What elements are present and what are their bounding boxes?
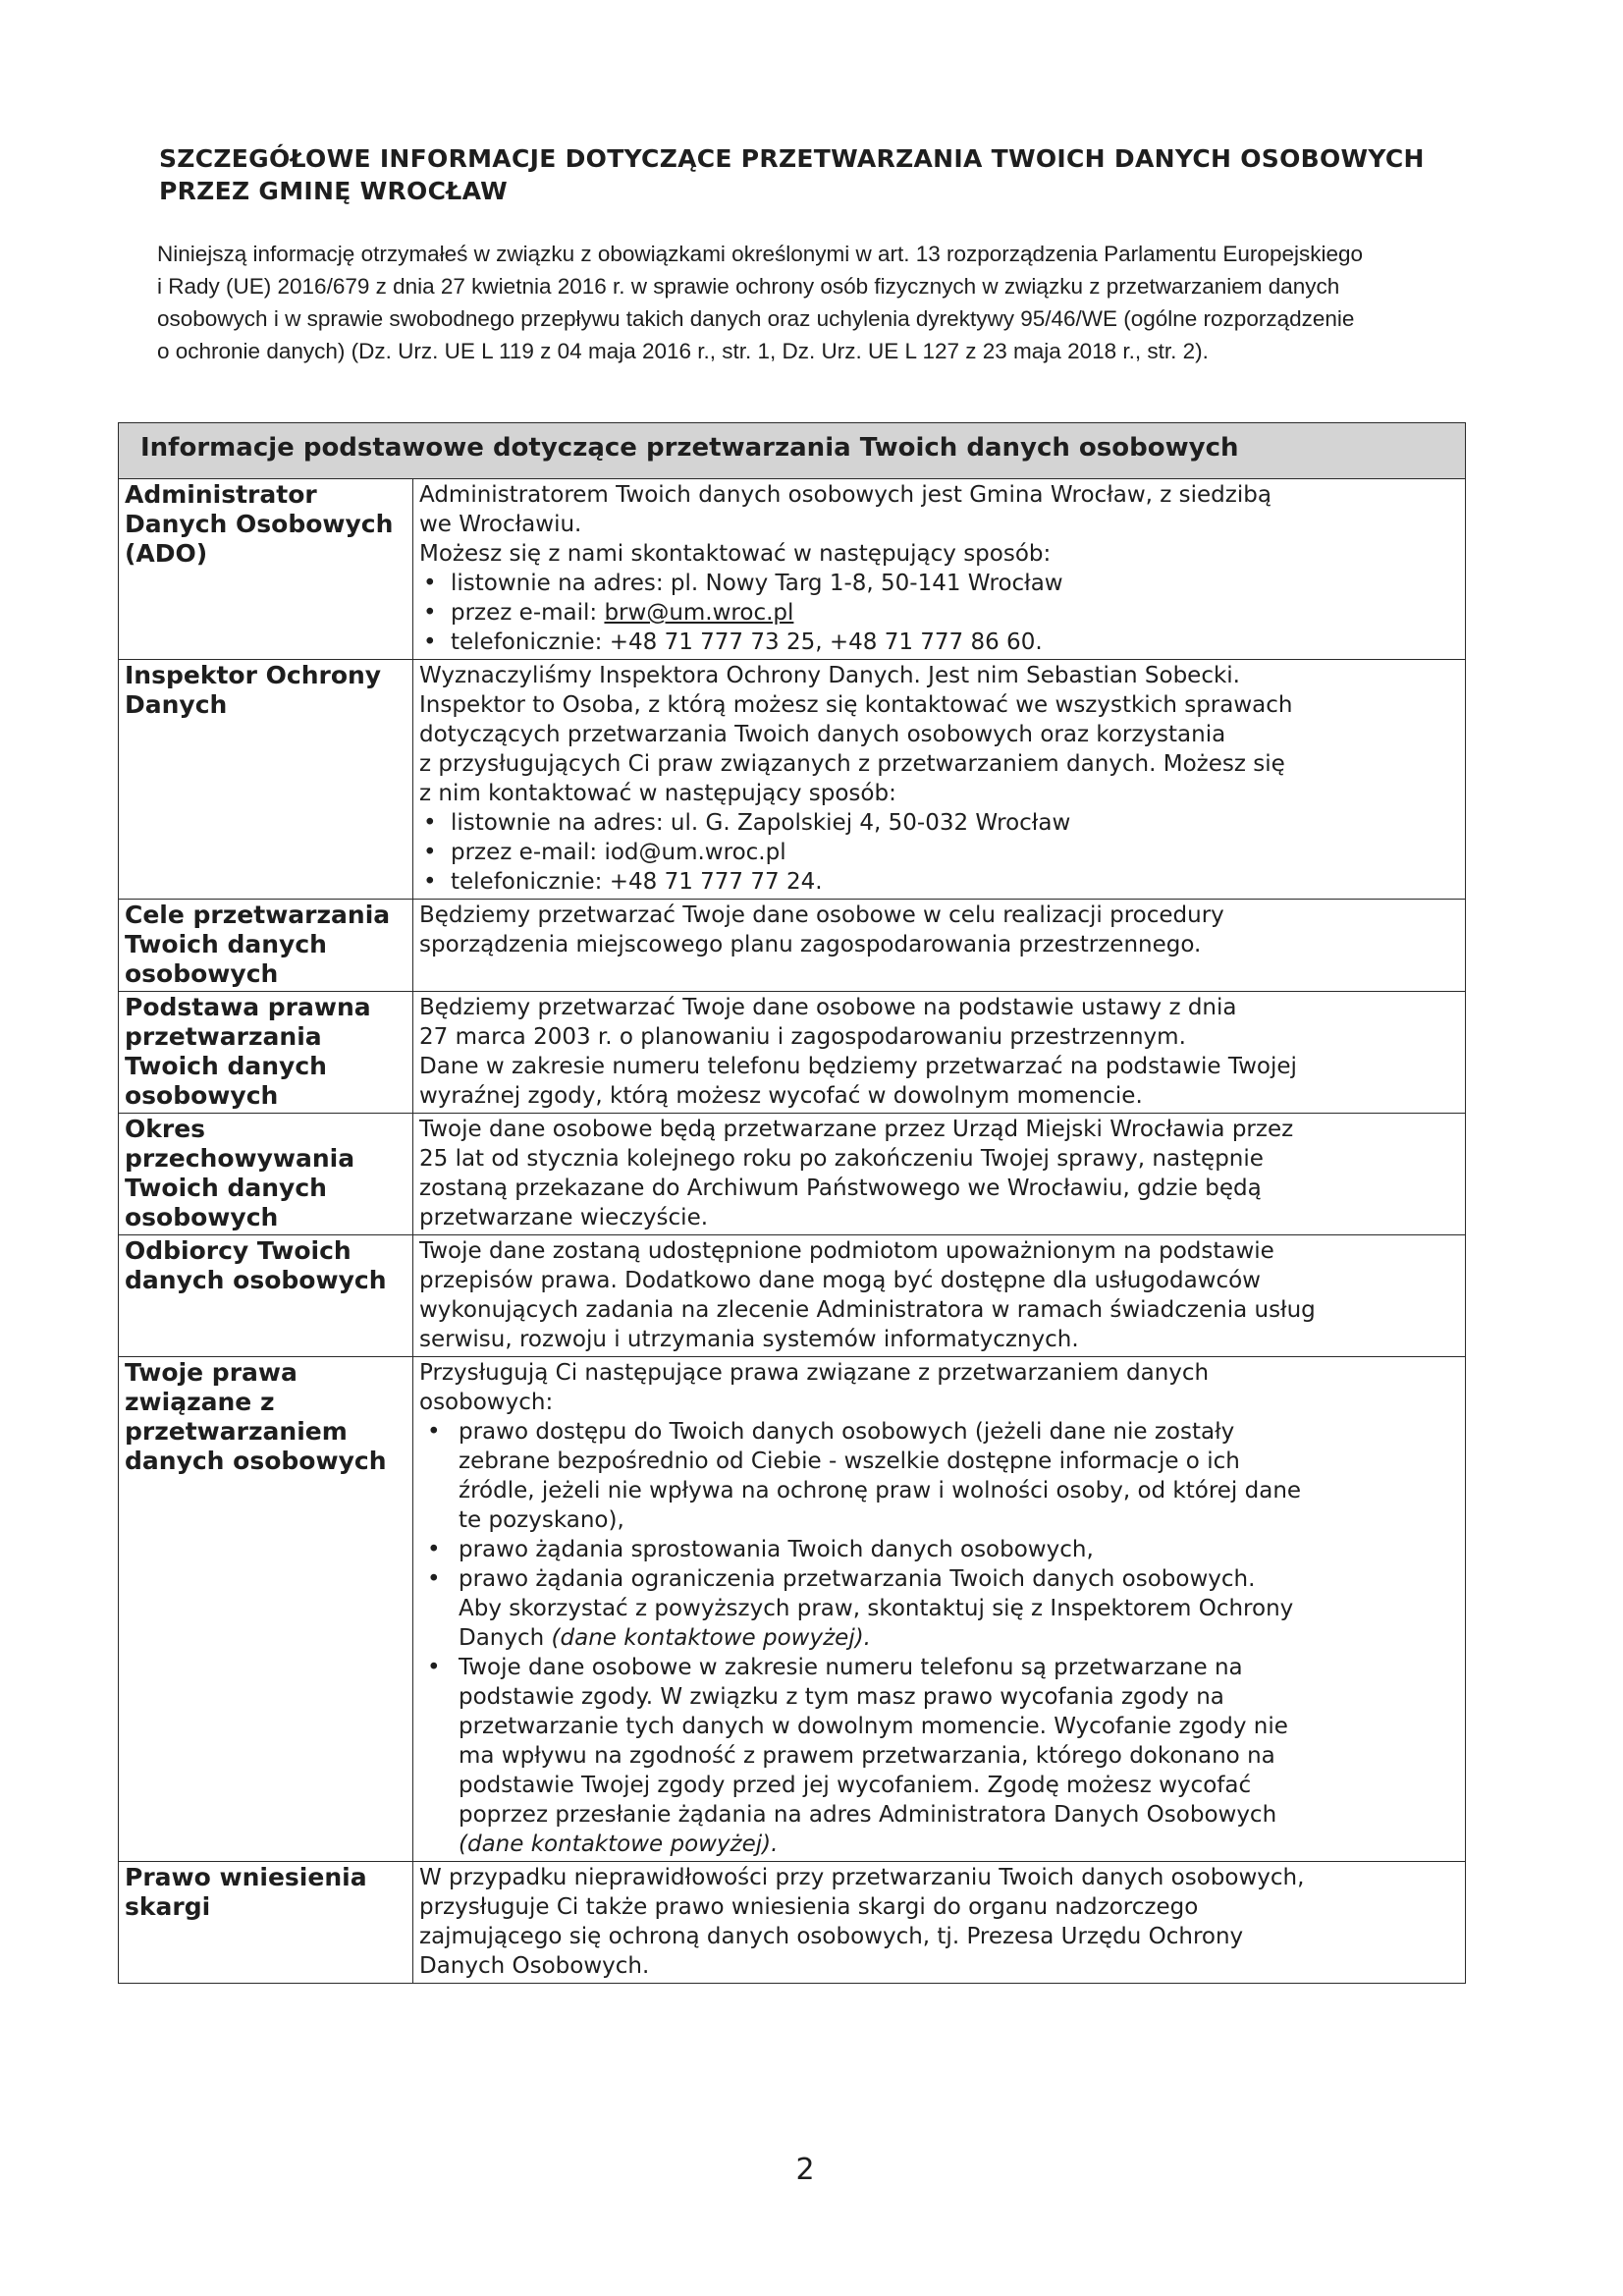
bullet-continuation: Aby skorzystać z powyższych praw, skontaktuj się z Inspektorem Ochrony	[459, 1596, 1294, 1621]
table-row-complaint	[119, 1862, 1466, 1984]
bullet-continuation	[419, 1623, 1459, 1653]
bullet-continuation: podstawie Twojej zgody przed jej wycofaniem. Zgodę możesz wycofać	[459, 1773, 1252, 1798]
bullet-item: • prawo żądania sprostowania Twoich danych osobowych,	[419, 1535, 1459, 1564]
bullet-item: • listownie na adres: pl. Nowy Targ 1-8, 50-141 Wrocław	[419, 569, 1459, 598]
content-line: wyraźnej zgody, którą możesz wycofać w dowolnym momencie.	[419, 1083, 1143, 1109]
table-row-purposes	[119, 900, 1466, 992]
content-line: 25 lat od stycznia kolejnego roku po zakończeniu Twojej sprawy, następnie	[419, 1146, 1264, 1172]
content-line: osobowych:	[419, 1390, 554, 1415]
table-row-inspector	[119, 660, 1466, 900]
row-content-administrator	[413, 479, 1466, 660]
label-line: Odbiorcy Twoich	[125, 1236, 352, 1265]
content-line: 27 marca 2003 r. o planowaniu i zagospodarowaniu przestrzennym.	[419, 1024, 1186, 1050]
content-line: Możesz się z nami skontaktować w następujący sposób:	[419, 541, 1052, 567]
content-line: z przysługujących Ci praw związanych z przetwarzaniem danych. Możesz się	[419, 751, 1285, 777]
content-line: zostaną przekazane do Archiwum Państwowego we Wrocławiu, gdzie będą	[419, 1175, 1262, 1201]
bullet-continuation	[419, 1830, 1459, 1859]
row-label-purposes	[119, 900, 413, 992]
bullet-item: • telefonicznie: +48 71 777 73 25, +48 71 777 86 60.	[419, 628, 1459, 657]
content-line: Dane w zakresie numeru telefonu będziemy przetwarzać na podstawie Twojej	[419, 1054, 1297, 1079]
bullet-continuation: źródle, jeżeli nie wpływa na ochronę praw i wolności osoby, od której dane	[459, 1478, 1302, 1503]
bullet-item: • prawo żądania ograniczenia przetwarzania Twoich danych osobowych.	[419, 1564, 1459, 1594]
row-label-retention	[119, 1114, 413, 1235]
row-label-legal-basis	[119, 992, 413, 1114]
bullet-item: • przez e-mail: iod@um.wroc.pl	[419, 838, 1459, 867]
intro-line: Niniejszą informację otrzymałeś w związku z obowiązkami określonymi w art. 13 rozporządzenia Parlamentu Europejskiego	[157, 242, 1364, 266]
label-line: przechowywania	[125, 1144, 355, 1173]
bullet-item: • Twoje dane osobowe w zakresie numeru telefonu są przetwarzane na	[419, 1653, 1459, 1682]
table-row-rights	[119, 1357, 1466, 1862]
intro-line: osobowych i w sprawie swobodnego przepływu takich danych oraz uchylenia dyrektywy 95/46/WE (ogólne rozporządzenie	[157, 306, 1355, 331]
content-line: sporządzenia miejscowego planu zagospodarowania przestrzennego.	[419, 932, 1202, 957]
label-line: danych osobowych	[125, 1447, 387, 1475]
content-line: zajmującego się ochroną danych osobowych, tj. Prezesa Urzędu Ochrony	[419, 1924, 1244, 1949]
document-title	[159, 142, 1475, 207]
row-content-inspector	[413, 660, 1466, 900]
label-line: związane z	[125, 1388, 275, 1416]
content-line: Danych Osobowych.	[419, 1953, 650, 1979]
content-line: Inspektor to Osoba, z którą możesz się kontaktować we wszystkich sprawach	[419, 692, 1293, 718]
contact-note: (dane kontaktowe powyżej).	[551, 1625, 871, 1651]
bullet-continuation: te pozyskano),	[459, 1507, 624, 1533]
title-line-1: SZCZEGÓŁOWE INFORMACJE DOTYCZĄCE PRZETWARZANIA TWOICH DANYCH OSOBOWYCH	[159, 144, 1425, 173]
row-content-rights	[413, 1357, 1466, 1862]
content-line: przysługuje Ci także prawo wniesienia skargi do organu nadzorczego	[419, 1894, 1199, 1920]
label-line: Danych	[125, 690, 228, 719]
table-header: Informacje podstawowe dotyczące przetwarzania Twoich danych osobowych	[119, 423, 1466, 479]
label-line: Danych Osobowych	[125, 510, 394, 538]
row-content-purposes	[413, 900, 1466, 992]
row-label-inspector	[119, 660, 413, 900]
bullet-continuation: zebrane bezpośrednio od Ciebie - wszelkie dostępne informacje o ich	[459, 1449, 1240, 1474]
contact-text: Danych	[459, 1625, 552, 1651]
label-line: przetwarzaniem	[125, 1417, 348, 1446]
intro-line: o ochronie danych) (Dz. Urz. UE L 119 z 04 maja 2016 r., str. 1, Dz. Urz. UE L 127 z 23 maja 2018 r., str. 2).	[157, 339, 1209, 363]
content-line: Wyznaczyliśmy Inspektora Ochrony Danych. Jest nim Sebastian Sobecki.	[419, 663, 1240, 688]
label-line: przetwarzania	[125, 1022, 322, 1051]
row-label-recipients	[119, 1235, 413, 1357]
row-content-legal-basis	[413, 992, 1466, 1114]
content-line: przepisów prawa. Dodatkowo dane mogą być dostępne dla usługodawców	[419, 1268, 1261, 1293]
label-line: Prawo wniesienia	[125, 1863, 367, 1891]
label-line: osobowych	[125, 959, 279, 988]
data-processing-table	[118, 422, 1466, 1984]
table-row-administrator	[119, 479, 1466, 660]
label-line: Okres	[125, 1115, 206, 1143]
table-row-legal-basis	[119, 992, 1466, 1114]
title-line-2: PRZEZ GMINĘ WROCŁAW	[159, 177, 508, 205]
content-line: Twoje dane zostaną udostępnione podmiotom upoważnionym na podstawie	[419, 1238, 1274, 1264]
row-content-retention	[413, 1114, 1466, 1235]
content-line: przetwarzane wieczyście.	[419, 1205, 709, 1230]
content-line: wykonujących zadania na zlecenie Administratora w ramach świadczenia usług	[419, 1297, 1316, 1323]
label-line: osobowych	[125, 1203, 279, 1231]
content-line: Przysługują Ci następujące prawa związane z przetwarzaniem danych	[419, 1360, 1210, 1386]
row-content-recipients	[413, 1235, 1466, 1357]
content-line: serwisu, rozwoju i utrzymania systemów informatycznych.	[419, 1327, 1079, 1352]
row-label-complaint	[119, 1862, 413, 1984]
page-number: 2	[795, 2153, 815, 2187]
bullet-continuation: przetwarzanie tych danych w dowolnym momencie. Wycofanie zgody nie	[459, 1714, 1288, 1739]
contact-note: (dane kontaktowe powyżej).	[459, 1831, 779, 1857]
content-line: we Wrocławiu.	[419, 512, 582, 537]
label-line: Cele przetwarzania	[125, 901, 391, 929]
label-line: Podstawa prawna	[125, 993, 371, 1021]
content-line: z nim kontaktować w następujący sposób:	[419, 781, 896, 806]
intro-paragraph	[157, 238, 1502, 367]
bullet-continuation: ma wpływu na zgodność z prawem przetwarzania, którego dokonano na	[459, 1743, 1275, 1769]
label-line: (ADO)	[125, 539, 208, 568]
bullet-item: • telefonicznie: +48 71 777 77 24.	[419, 867, 1459, 897]
content-line: Będziemy przetwarzać Twoje dane osobowe w celu realizacji procedury	[419, 902, 1224, 928]
label-line: Twoich danych	[125, 930, 327, 958]
intro-line: i Rady (UE) 2016/679 z dnia 27 kwietnia 2016 r. w sprawie ochrony osób fizycznych w związku z przetwarzaniem danych	[157, 274, 1340, 299]
row-label-rights	[119, 1357, 413, 1862]
bullet-item: • prawo dostępu do Twoich danych osobowych (jeżeli dane nie zostały	[419, 1417, 1459, 1447]
table-row-recipients	[119, 1235, 1466, 1357]
bullet-continuation: poprzez przesłanie żądania na adres Administratora Danych Osobowych	[459, 1802, 1277, 1828]
label-line: Twoich danych	[125, 1052, 327, 1080]
email-label: przez e-mail:	[451, 600, 605, 626]
label-line: skargi	[125, 1892, 211, 1921]
content-line: Twoje dane osobowe będą przetwarzane przez Urząd Miejski Wrocławia przez	[419, 1117, 1294, 1142]
table-header-row	[119, 423, 1466, 479]
content-line: Administratorem Twoich danych osobowych jest Gmina Wrocław, z siedzibą	[419, 482, 1271, 508]
email-link[interactable]: brw@um.wroc.pl	[604, 600, 794, 626]
row-content-complaint	[413, 1862, 1466, 1984]
bullet-item-email	[419, 598, 1459, 628]
label-line: Twoich danych	[125, 1174, 327, 1202]
content-line: dotyczących przetwarzania Twoich danych osobowych oraz korzystania	[419, 722, 1226, 747]
label-line: Administrator	[125, 480, 317, 509]
row-label-administrator	[119, 479, 413, 660]
bullet-continuation: podstawie zgody. W związku z tym masz prawo wycofania zgody na	[459, 1684, 1224, 1710]
label-line: danych osobowych	[125, 1266, 387, 1294]
label-line: osobowych	[125, 1081, 279, 1110]
bullet-item: • listownie na adres: ul. G. Zapolskiej 4, 50-032 Wrocław	[419, 808, 1459, 838]
label-line: Twoje prawa	[125, 1358, 298, 1387]
content-line: W przypadku nieprawidłowości przy przetwarzaniu Twoich danych osobowych,	[419, 1865, 1305, 1890]
content-line: Będziemy przetwarzać Twoje dane osobowe na podstawie ustawy z dnia	[419, 995, 1237, 1020]
label-line: Inspektor Ochrony	[125, 661, 382, 689]
table-row-retention	[119, 1114, 1466, 1235]
